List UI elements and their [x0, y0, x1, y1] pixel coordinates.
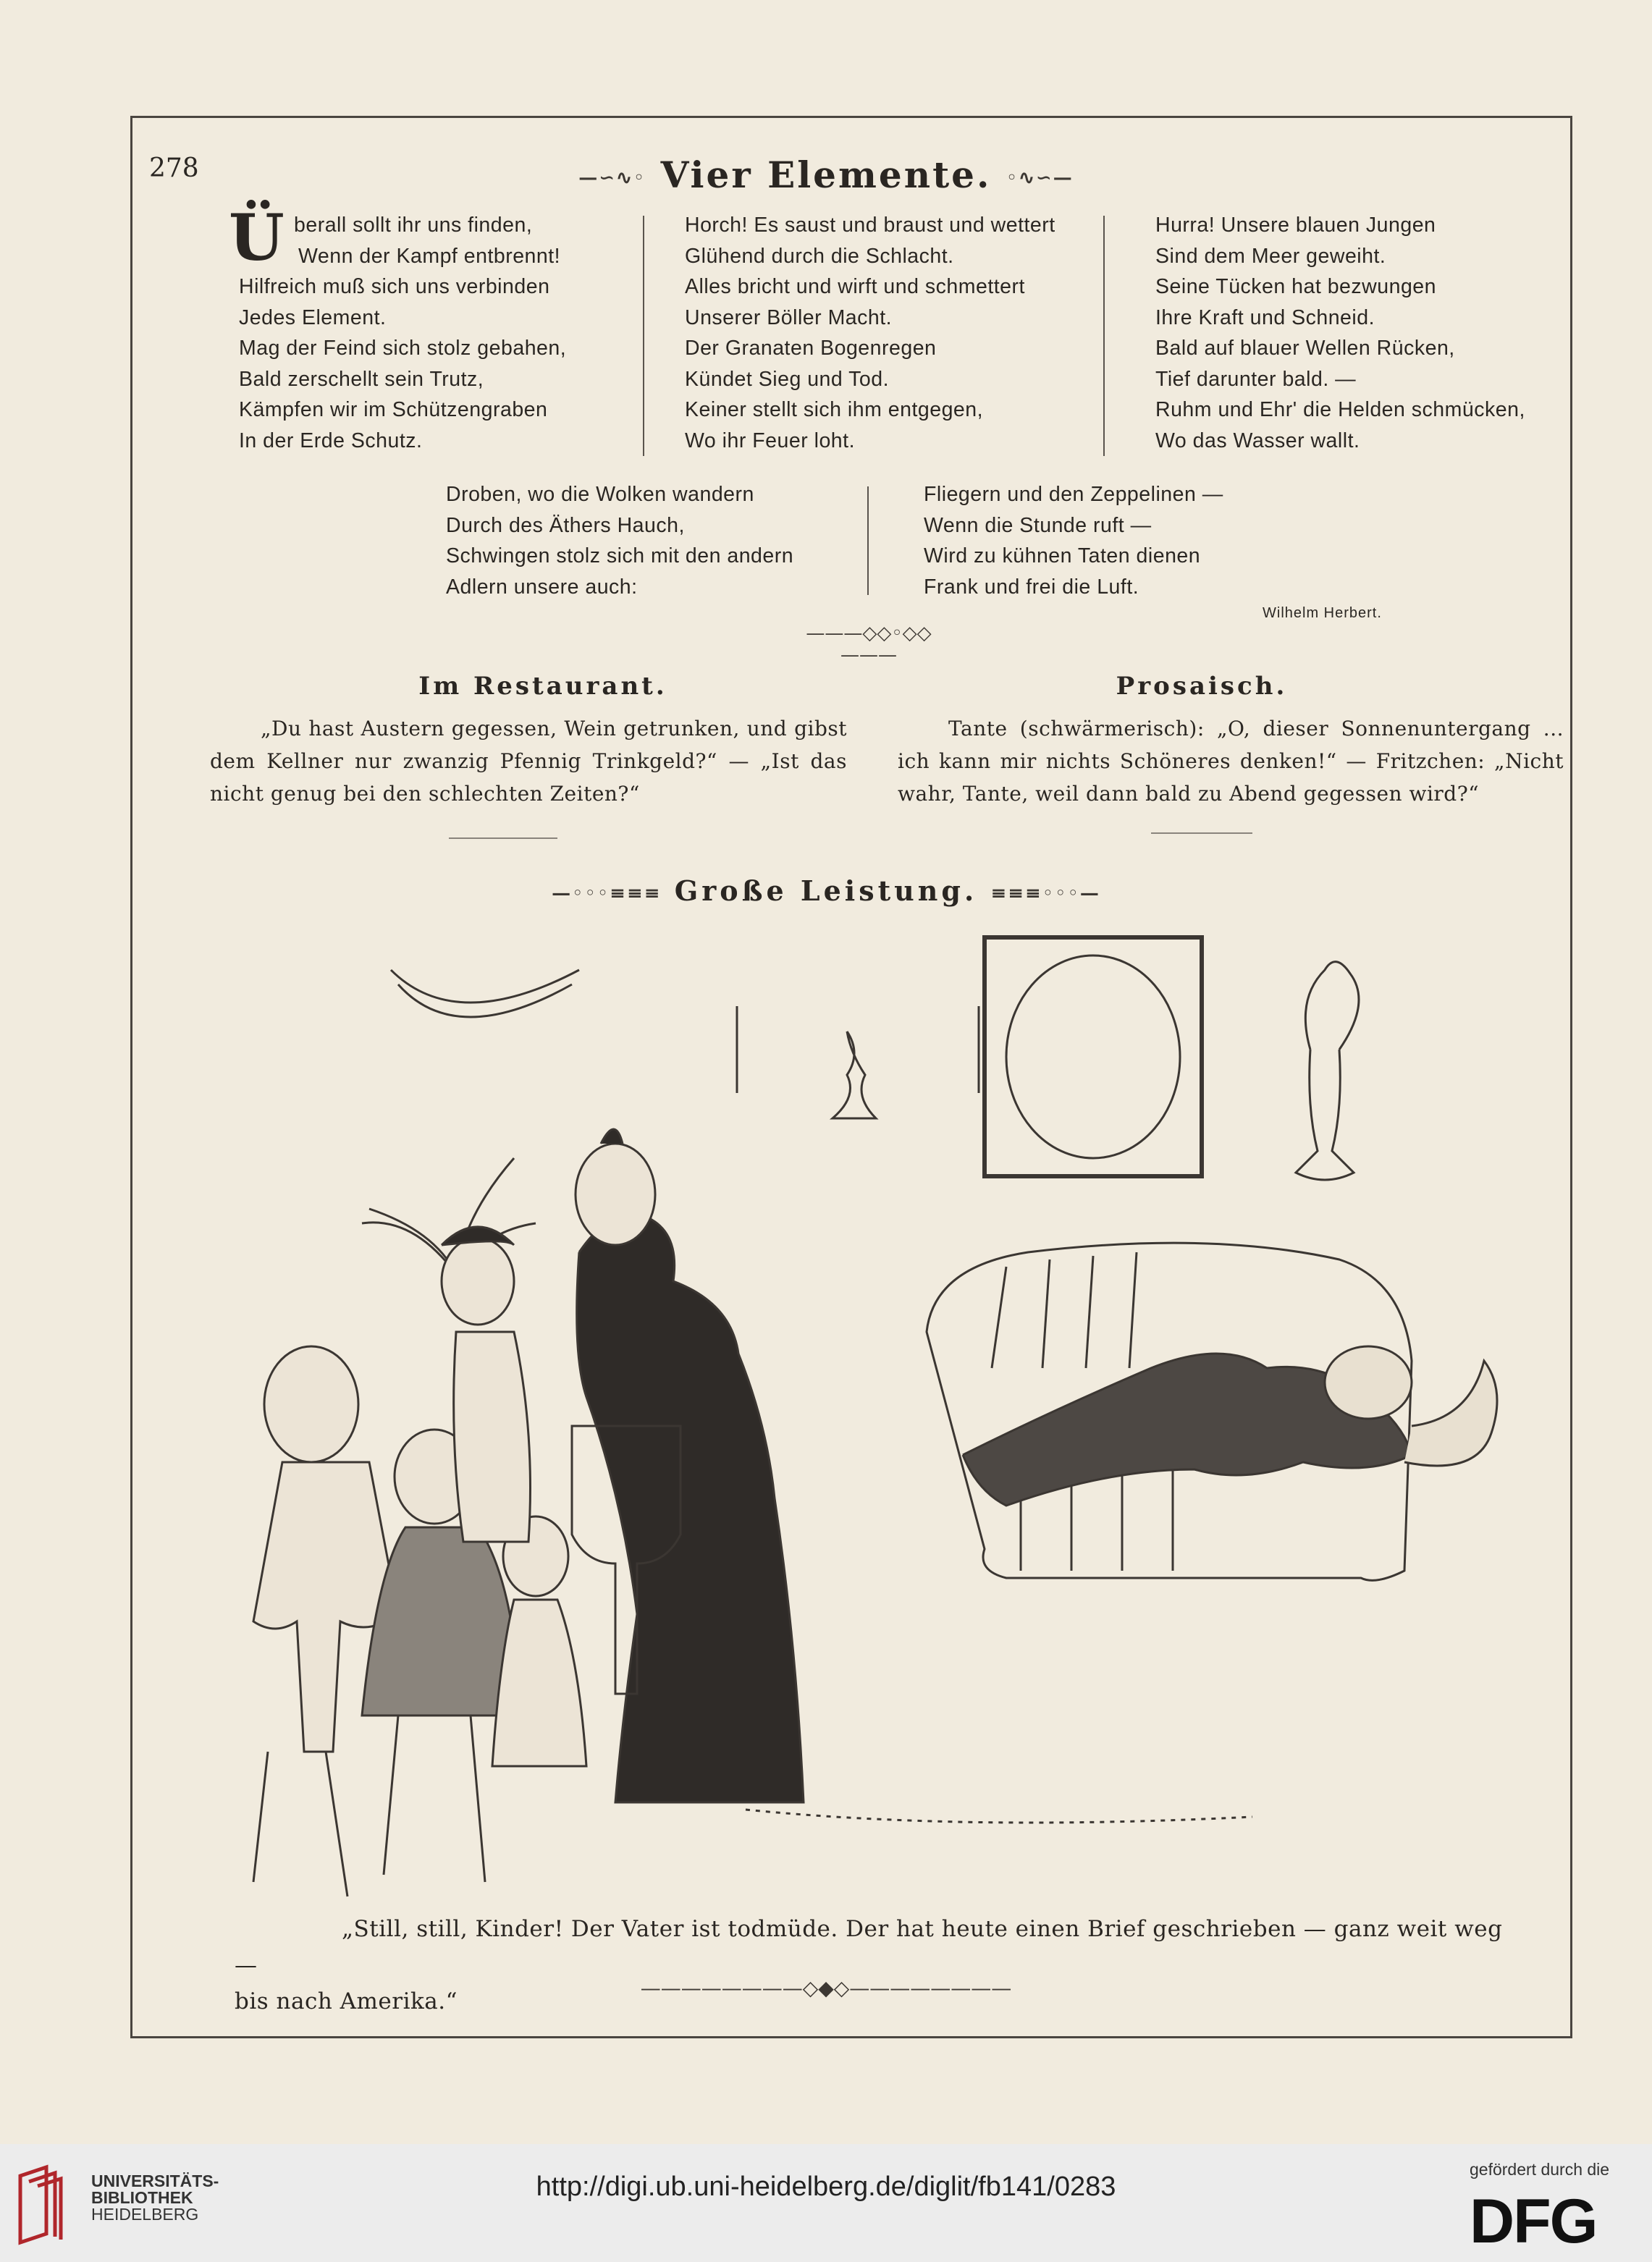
garland — [391, 970, 579, 1003]
poem-stanza-3 — [1155, 210, 1525, 456]
section-ornament: ———◇◇◦◇◇——— — [806, 623, 932, 666]
grandmother — [577, 1215, 804, 1802]
poem-line: Mag der Feind sich stolz gebahen, — [239, 337, 567, 360]
title-ornament-right: ◦∿∽— — [1006, 167, 1074, 189]
poem-line: Horch! Es saust und braust und wettert — [685, 214, 1055, 237]
rug — [746, 1810, 1252, 1823]
poem-line: Der Granaten Bogenregen — [685, 337, 937, 360]
poem-line: Wo ihr Feuer loht. — [685, 429, 855, 452]
poem-line: Sind dem Meer geweiht. — [1155, 244, 1386, 268]
library-line-2: BIBLIOTHEK — [91, 2188, 193, 2207]
end-ornament: ————————◇◆◇———————— — [640, 1976, 1012, 2000]
poem-line: Schwingen stolz sich mit den andern — [446, 544, 794, 567]
title-ornament-left: —∽∿◦ — [578, 167, 646, 189]
footer-bar — [0, 2144, 1652, 2262]
cartoon-title-text: Große Leistung. — [674, 874, 978, 907]
library-line-1: UNIVERSITÄTS- — [91, 2172, 219, 2190]
short-rule — [1151, 832, 1252, 834]
poem-stanza-1 — [239, 210, 566, 456]
poem-line: Frank und frei die Luft. — [924, 575, 1139, 599]
column-divider — [867, 486, 869, 595]
poem-line: berall sollt ihr uns finden, — [294, 214, 533, 237]
poem-line: Tief darunter bald. — — [1155, 367, 1357, 391]
poem-stanza-5 — [924, 479, 1223, 602]
joke-title-restaurant: Im Restaurant. — [418, 672, 667, 701]
short-rule — [449, 837, 557, 839]
joke-text-prosaisch: Tante (schwärmerisch): „O, dieser Sonnenuntergang ... ich kann mir nichts Schöneres denken!“ — Fritzchen: „Nicht wahr, Tante, weil dann bald zu Abend gegessen wird?“ — [898, 717, 1564, 806]
library-line-3: HEIDELBERG — [91, 2205, 199, 2224]
title-ornament-left: —◦◦◦≡≡≡ — [552, 882, 662, 905]
poem-stanza-4 — [446, 479, 793, 602]
poem-line: Droben, wo die Wolken wandern — [446, 483, 754, 506]
poem-line: Glühend durch die Schlacht. — [685, 244, 954, 268]
poem-line: Hurra! Unsere blauen Jungen — [1155, 214, 1436, 237]
poem-line: Kämpfen wir im Schützengraben — [239, 398, 548, 421]
vase — [1296, 1050, 1354, 1180]
poem-line: Seine Tücken hat bezwungen — [1155, 275, 1436, 298]
framed-picture — [985, 937, 1202, 1176]
toddler — [492, 1516, 586, 1766]
statue — [833, 1031, 876, 1118]
cartoon-title — [0, 874, 1652, 907]
poem-line: Wenn der Kampf entbrennt! — [298, 244, 561, 268]
poem-line: Wird zu kühnen Taten dienen — [924, 544, 1201, 567]
caption-line-1: „Still, still, Kinder! Der Vater ist todmüde. Der hat heute einen Brief geschrieben — ganz weit weg — — [235, 1916, 1503, 1978]
poem-title-text: Vier Elemente. — [660, 153, 992, 196]
joke-title-prosaisch: Prosaisch. — [1116, 672, 1288, 701]
poem-line: Unserer Böller Macht. — [685, 305, 893, 329]
poem-line: Keiner stellt sich ihm entgegen, — [685, 398, 984, 421]
column-divider — [643, 216, 644, 456]
poem-author: Wilhelm Herbert. — [1263, 605, 1382, 621]
pillow — [1404, 1361, 1497, 1466]
poem-line: In der Erde Schutz. — [239, 429, 423, 452]
funder-label: gefördert durch die — [1470, 2160, 1610, 2179]
poem-line: Durch des Äthers Hauch, — [446, 513, 685, 537]
page-number: 278 — [149, 153, 199, 183]
poem-stanza-2 — [685, 210, 1055, 456]
poem-line: Adlern unsere auch: — [446, 575, 638, 599]
poem-line: Bald auf blauer Wellen Rücken, — [1155, 337, 1455, 360]
poem-line: Kündet Sieg und Tod. — [685, 367, 890, 391]
poem-line: Bald zerschellt sein Trutz, — [239, 367, 484, 391]
poem-line: Wo das Wasser wallt. — [1155, 429, 1360, 452]
poem-line: Fliegern und den Zeppelinen — — [924, 483, 1223, 506]
poem-line: Ruhm und Ehr' die Helden schmücken, — [1155, 398, 1525, 421]
poem-title — [0, 153, 1652, 196]
column-divider — [1103, 216, 1105, 456]
poem-line: Ihre Kraft und Schneid. — [1155, 305, 1375, 329]
dropcap: Ü — [229, 200, 285, 275]
caption-line-2: bis nach Amerika.“ — [235, 1988, 458, 2014]
cartoon-illustration — [239, 905, 1513, 1918]
poem-line: Alles bricht und wirft und schmettert — [685, 275, 1025, 298]
dfg-logo: DFG — [1470, 2187, 1597, 2256]
poem-line: Jedes Element. — [239, 305, 387, 329]
joke-text-restaurant: „Du hast Austern gegessen, Wein getrunken, und gibst dem Kellner nur zwanzig Pfennig Trinkgeld?“ — „Ist das nicht genug bei den schlechten Zeiten?“ — [210, 717, 847, 806]
poem-line: Wenn die Stunde ruft — — [924, 513, 1152, 537]
cartoon-caption — [235, 1911, 1516, 2020]
poem-line: Hilfreich muß sich uns verbinden — [239, 275, 550, 298]
digital-library-url[interactable]: http://digi.ub.uni-heidelberg.de/diglit/fb141/0283 — [536, 2172, 1116, 2202]
title-ornament-right: ≡≡≡◦◦◦— — [990, 882, 1100, 905]
